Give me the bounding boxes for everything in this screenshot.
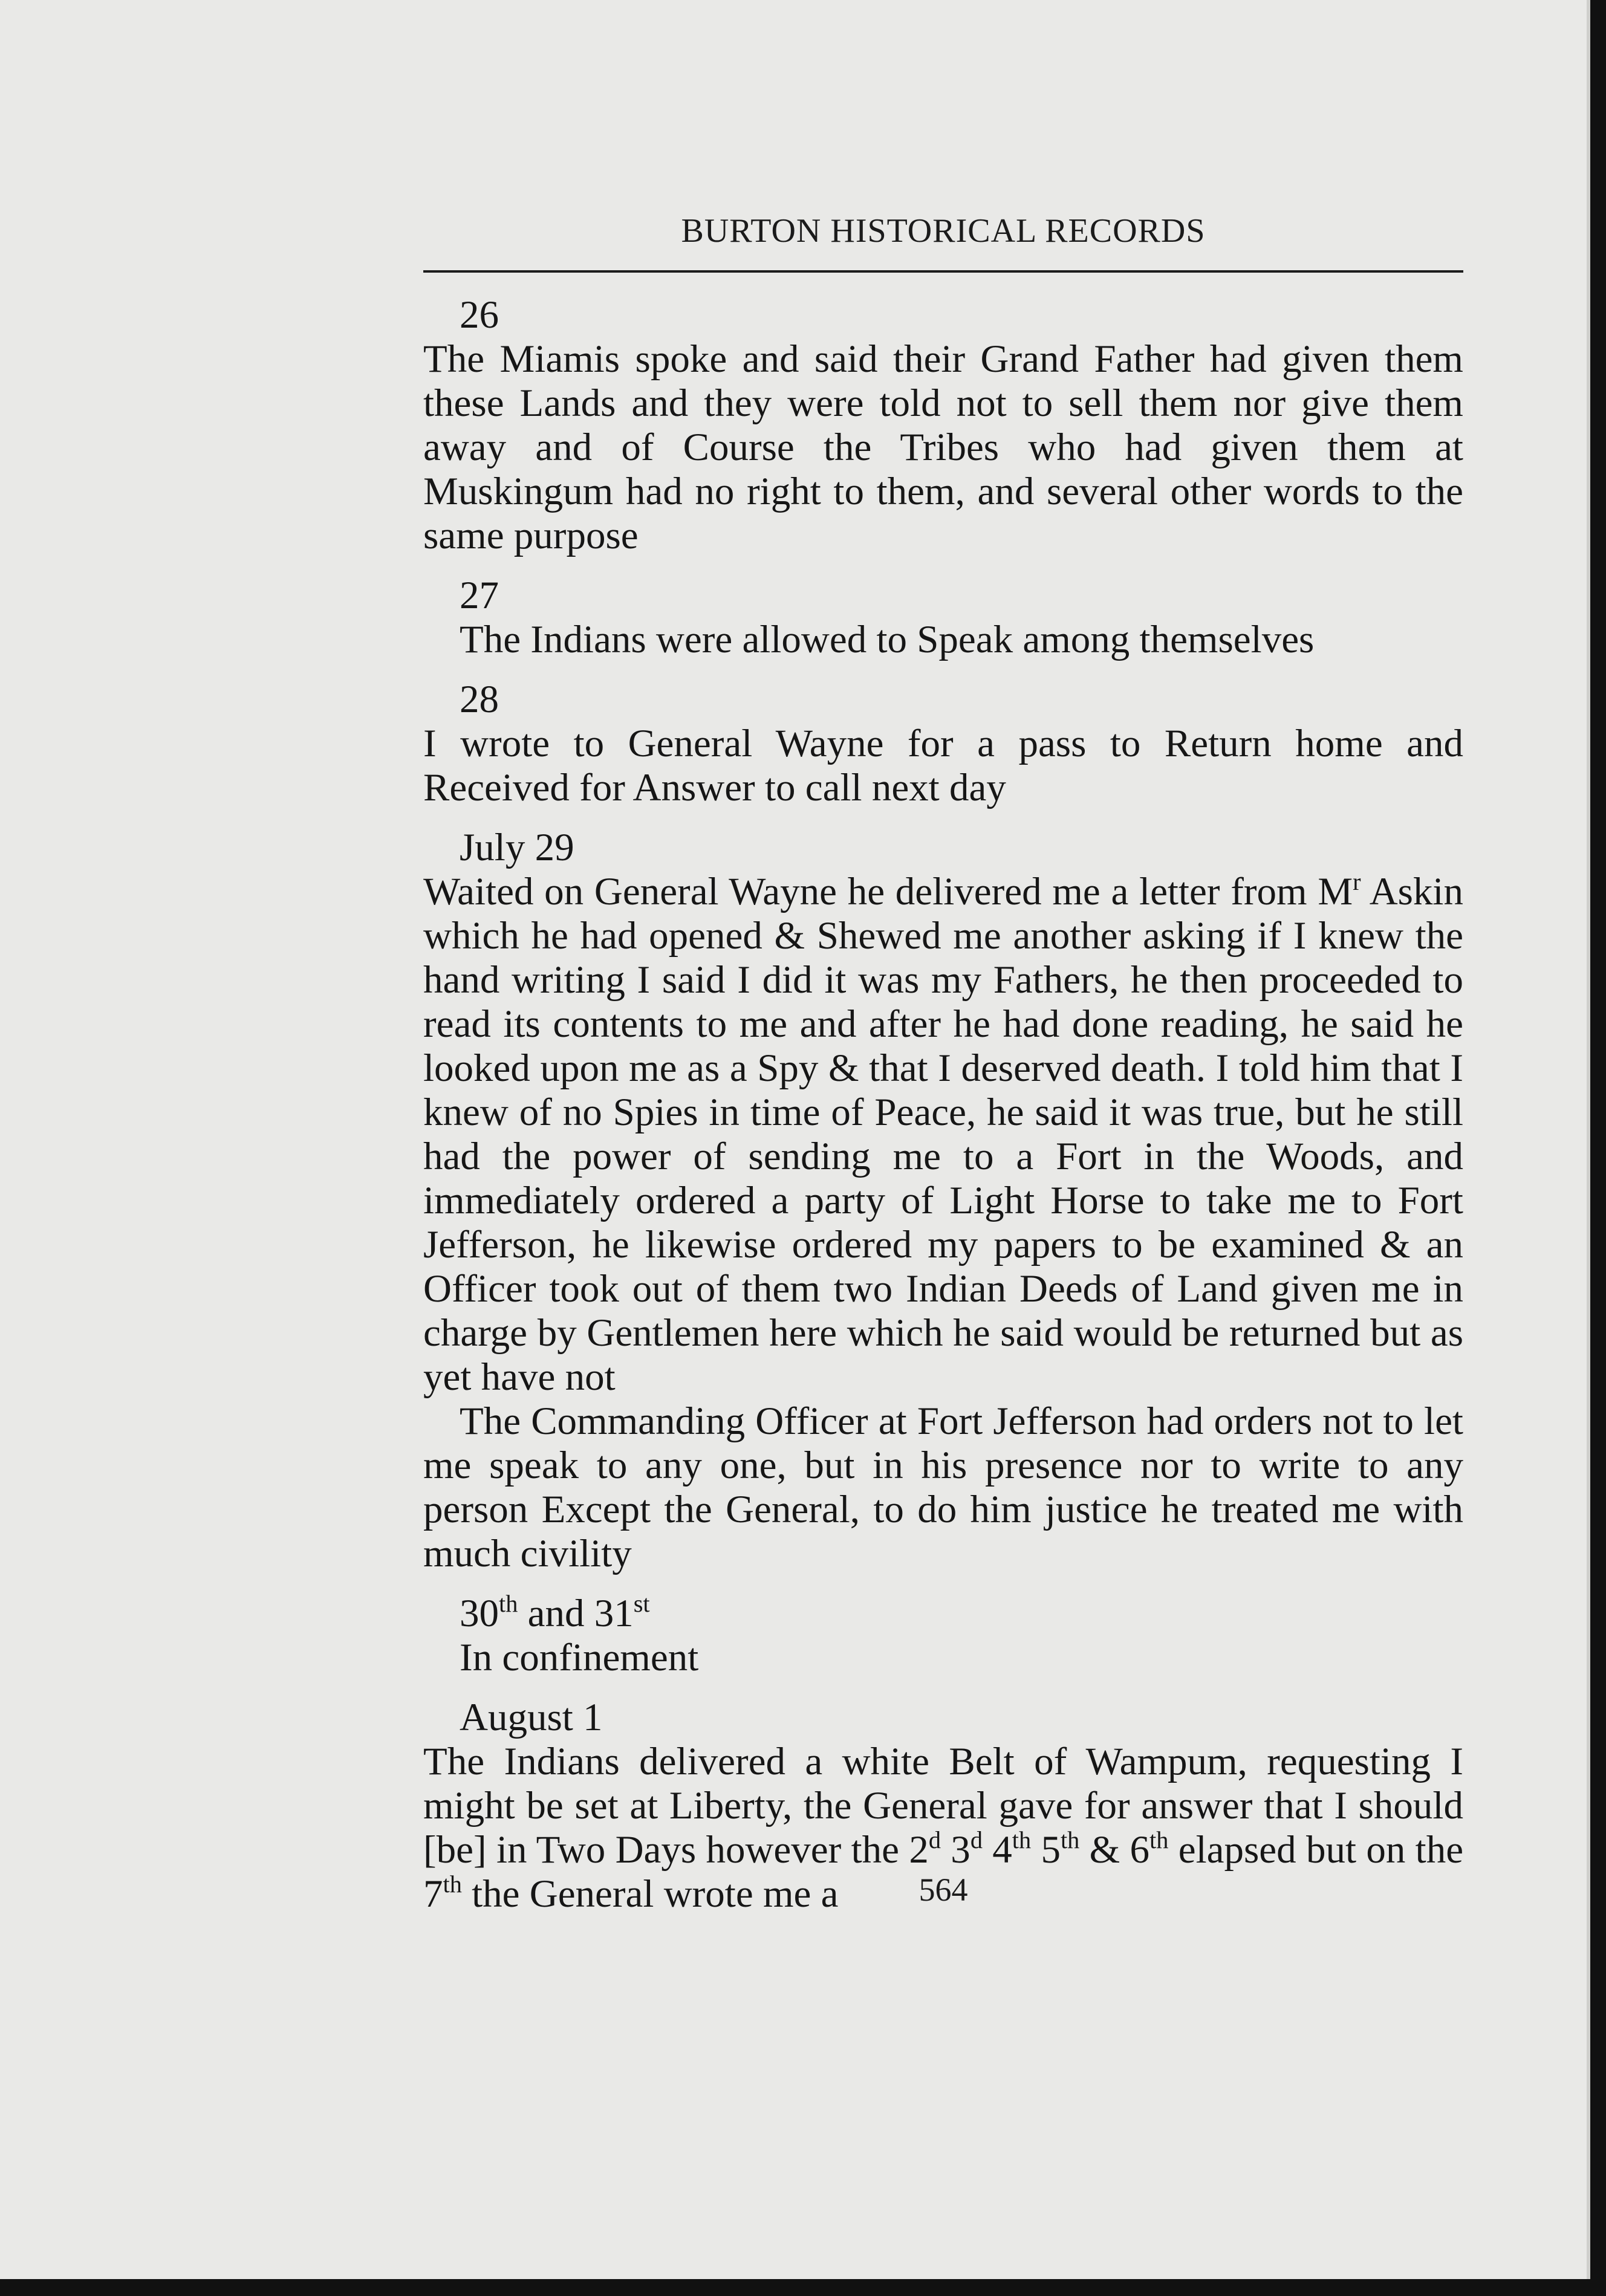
header-rule: [423, 270, 1463, 273]
paragraph: The Miamis spoke and said their Grand Father had given them these Lands and they were told not to sell them nor give them away and of Course the Tribes who had given them at Muskingum had no right to them, and several other words to the same purpose: [423, 337, 1463, 557]
paragraph: The Commanding Officer at Fort Jefferson had orders not to let me speak to any one, but in his presence nor to write to any person Except the General, to do him justice he treated me with much civility: [423, 1399, 1463, 1575]
entry-date: 27: [460, 574, 499, 617]
running-head: BURTON HISTORICAL RECORDS: [681, 212, 1206, 250]
paragraph: Waited on General Wayne he delivered me a letter from $M^r$ Askin which he had opened & Shewed me another asking if I knew the hand writing I said I did it was my Fathers, he then proceeded to read its contents to me and after he had done reading, he said he looked upon me as a Spy & that I deserved death. I told him that I knew of no Spies in time of Peace, he said it was true, but he still had the power of sending me to a Fort in the Woods, and immediately ordered a party of Light Horse to take me to Fort Jefferson, he likewise ordered my papers to be examined & an Officer took out of them two Indian Deeds of Land given me in charge by Gentlemen here which he said would be returned but as yet have not: [423, 867, 1463, 1399]
entry-date: August 1: [460, 1696, 603, 1739]
journal-entry: [423, 293, 1463, 558]
paragraph: The Indians were allowed to Speak among themselves: [460, 618, 1315, 661]
page-number: 564: [918, 1872, 968, 1908]
paragraph: In confinement: [460, 1636, 699, 1679]
journal-entry: [423, 1589, 1463, 1680]
paragraph: I wrote to General Wayne for a pass to Return home and Received for Answer to call next day: [423, 722, 1463, 809]
entry-date: July 29: [460, 826, 574, 869]
entry-body: [423, 618, 1463, 662]
entry-body: [423, 1636, 1463, 1680]
journal-entry: [423, 574, 1463, 662]
paragraph: The Indians delivered a white Belt of Wampum, requesting I might be set at Liberty, the General gave for answer that I should [be] in Two Days however the 2$^d$ 3$^d$ 4th 5th & 6th elapsed but on the 7th the General wrote me a: [423, 1740, 1464, 1916]
entry-body: [423, 722, 1463, 810]
entry-date: 30th and 31st: [460, 1589, 650, 1635]
journal-text: [423, 293, 1463, 1932]
entry-date: 26: [460, 293, 499, 337]
entry-body: [423, 337, 1463, 558]
entry-date: 28: [460, 678, 499, 721]
journal-entry: [423, 678, 1463, 810]
journal-entry: [423, 826, 1463, 1576]
entry-body: [423, 867, 1463, 1576]
